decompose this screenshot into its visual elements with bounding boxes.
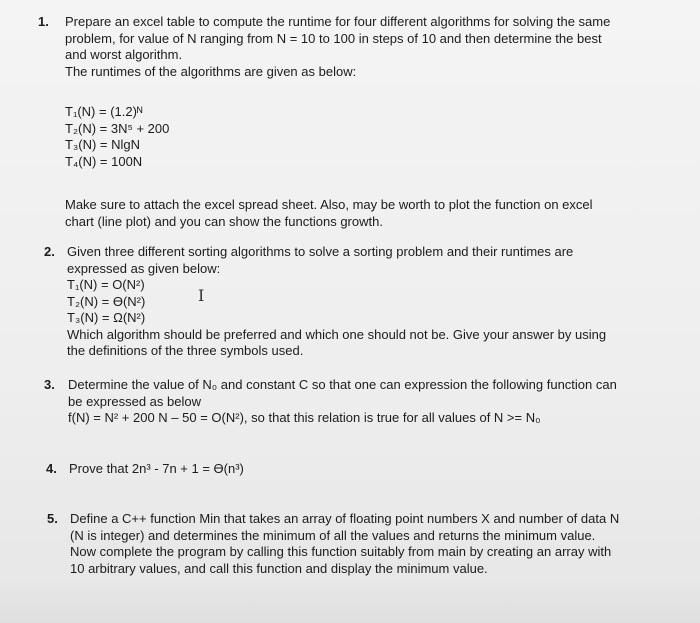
formula-t3: T₃(N) = NlgN [65, 137, 140, 152]
question-3-number: 3. [44, 377, 55, 392]
formula-t1: T₁(N) = (1.2)ᴺ [65, 104, 143, 119]
question-2-line: Given three different sorting algorithms to solve a sorting problem and their runtimes are [67, 244, 574, 259]
question-3-line: Determine the value of N₀ and constant C so that one can expression the following function can [68, 377, 617, 392]
question-2 [67, 244, 606, 360]
question-5 [70, 511, 619, 577]
question-2-after-line: the definitions of the three symbols used. [67, 343, 304, 358]
question-2-after-line: Which algorithm should be preferred and which one should not be. Give your answer by using [67, 326, 607, 342]
question-5-line: Now complete the program by calling this function suitably from main by creating an array with [70, 544, 612, 559]
question-3-line: f(N) = N² + 200 N – 50 = O(N²), so that this relation is true for all values of N >= N₀ [68, 410, 541, 425]
question-1-line: The runtimes of the algorithms are given as below: [65, 63, 357, 79]
text-cursor-icon: I [198, 286, 205, 305]
question-1 [65, 14, 610, 80]
question-5-line: 10 arbitrary values, and call this function and display the minimum value. [70, 560, 488, 576]
formula-sort-t3: T₃(N) = Ω(N²) [67, 310, 146, 325]
question-4 [69, 461, 244, 478]
question-1-line: and worst algorithm. [65, 47, 183, 62]
question-4-number: 4. [46, 461, 57, 476]
formula-t4: T₄(N) = 100N [65, 153, 143, 169]
question-3-line: be expressed as below [68, 393, 201, 409]
question-1-instructions [65, 197, 593, 230]
question-5-number: 5. [47, 511, 58, 526]
question-1-line: problem, for value of N ranging from N = 10 to 100 in steps of 10 and then determine the best [65, 30, 602, 46]
question-4-line: Prove that 2n³ - 7n + 1 = ϴ(n³) [69, 461, 244, 476]
question-5-line: (N is integer) and determines the minimum of all the values and returns the minimum value. [70, 527, 596, 543]
formula-sort-t1: T₁(N) = O(N²) [67, 277, 145, 292]
question-1-line: Prepare an excel table to compute the runtime for four different algorithms for solving the same [65, 14, 611, 29]
question-1-number: 1. [38, 14, 49, 29]
question-2-line: expressed as given below: [67, 260, 221, 276]
formula-sort-t2: T₂(N) = ϴ(N²) [67, 293, 146, 309]
question-1-after-line: Make sure to attach the excel spread sheet. Also, may be worth to plot the function on excel [65, 197, 593, 212]
question-2-number: 2. [44, 244, 55, 259]
bottom-shadow [0, 583, 700, 623]
formula-t2: T₂(N) = 3N⁵ + 200 [65, 120, 170, 136]
question-3 [68, 377, 617, 427]
question-5-line: Define a C++ function Min that takes an array of floating point numbers X and number of data N [70, 511, 620, 526]
question-1-after-line: chart (line plot) and you can show the functions growth. [65, 213, 383, 229]
question-1-formulas [65, 104, 169, 170]
